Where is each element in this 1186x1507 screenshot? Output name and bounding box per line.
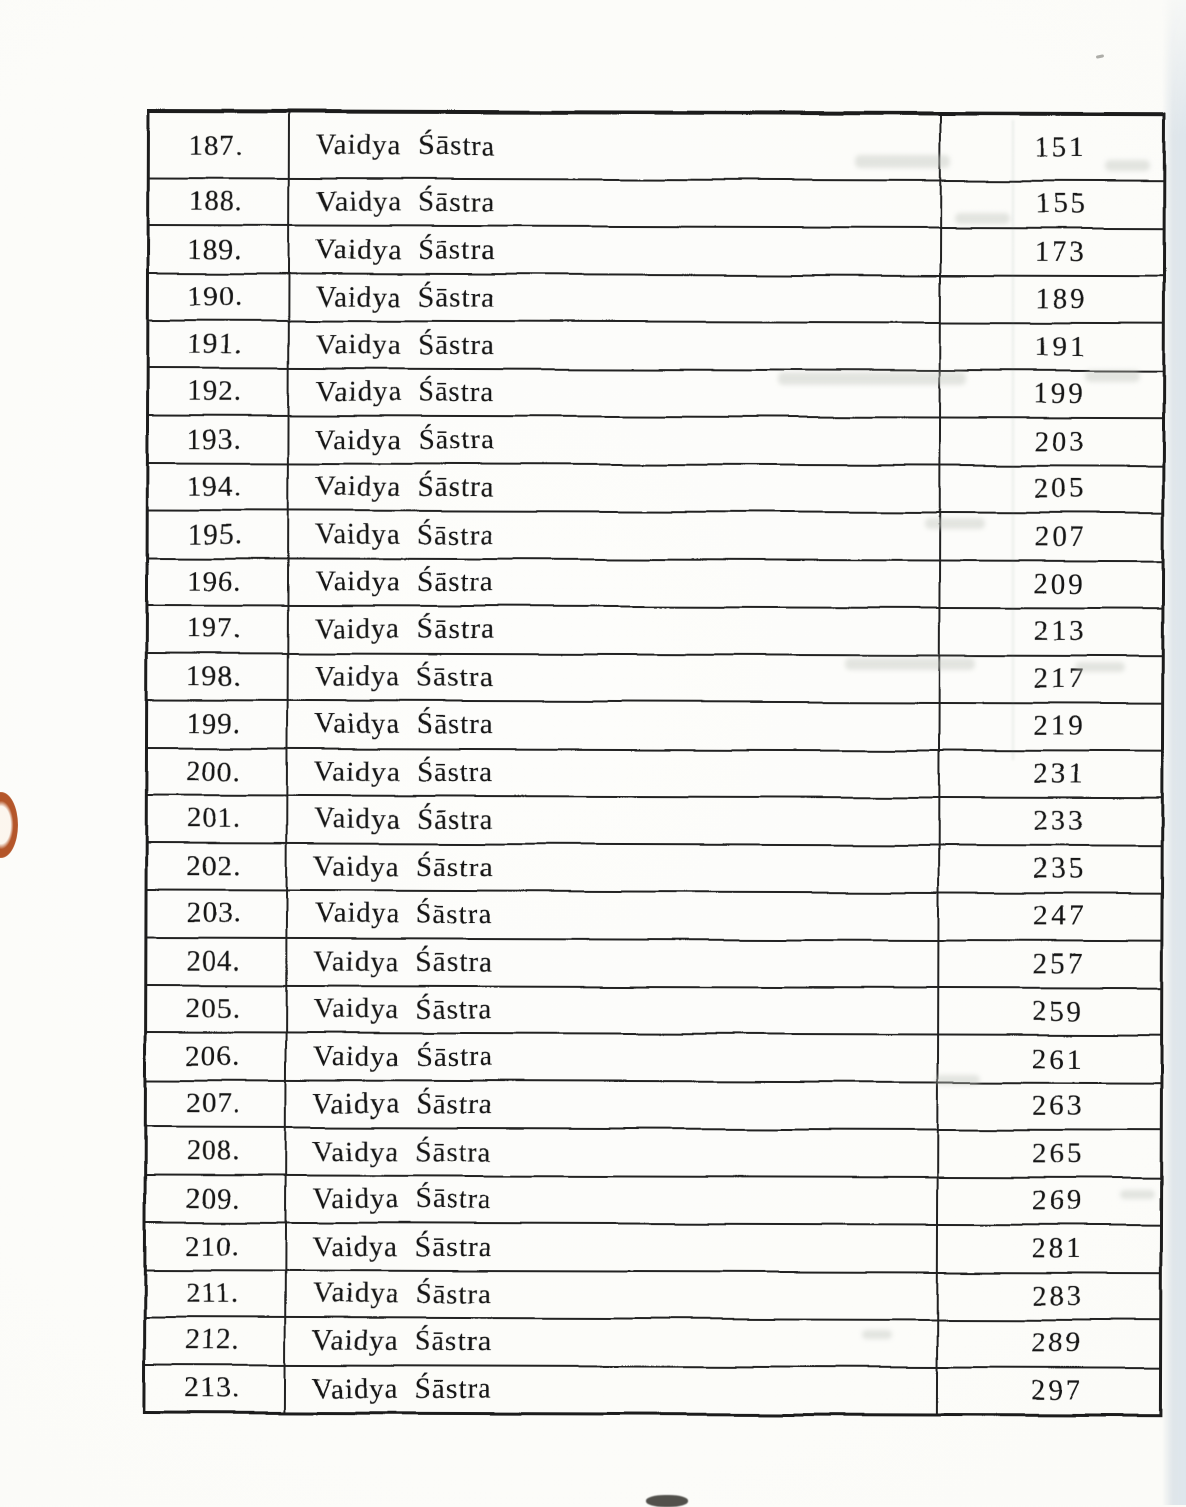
title-cell: Vaidya Śāstra [288,654,940,704]
table-row [149,369,1162,420]
serial-number-cell: 196. [148,559,288,607]
title-cell: Vaidya Śāstra [290,113,942,181]
serial-number-cell: 195. [149,511,289,559]
table-row [148,606,1161,657]
table-row [149,321,1162,372]
table-row [147,1128,1160,1179]
table-row [148,701,1161,752]
scan-smudge-bottom [646,1495,688,1507]
title-cell: Vaidya Śāstra [288,559,940,609]
title-cell: Vaidya Śāstra [288,702,940,752]
table-row [146,1223,1159,1274]
page-number-cell: 205 [941,466,1162,514]
table-row [146,1318,1159,1369]
page-number-cell: 173 [941,229,1162,277]
title-cell: Vaidya Śāstra [289,322,941,372]
title-cell: Vaidya Śāstra [287,1081,939,1131]
table-row [149,274,1162,325]
page-number-cell: 151 [942,115,1163,182]
scan-speck [1096,54,1104,59]
page-number-cell: 259 [939,988,1160,1036]
page-number-cell: 281 [938,1226,1159,1274]
table-row [149,226,1162,277]
index-table-wrapper [143,109,1166,1417]
title-cell: Vaidya Śāstra [287,986,939,1036]
table-row [146,1176,1159,1227]
page-number-cell: 207 [941,514,1162,562]
table-row [148,654,1161,705]
serial-number-cell: 189. [149,226,289,274]
serial-number-cell: 207. [147,1081,287,1129]
serial-number-cell: 205. [147,986,287,1034]
title-cell: Vaidya Śāstra [289,512,941,562]
table-row [147,891,1160,942]
page-number-cell: 235 [940,846,1161,894]
table-row [147,1033,1160,1084]
table-row [148,844,1161,895]
table-row [146,1271,1159,1322]
page-number-cell: 191 [941,324,1162,372]
title-cell: Vaidya Śāstra [289,417,941,467]
title-cell: Vaidya Śāstra [288,797,940,847]
page-number-cell: 219 [940,704,1161,752]
title-cell: Vaidya Śāstra [289,369,941,419]
serial-number-cell: 193. [149,416,289,464]
table-row [146,1366,1159,1415]
title-cell: Vaidya Śāstra [286,1319,938,1369]
table-row [148,796,1161,847]
title-cell: Vaidya Śāstra [289,464,941,514]
page-number-cell: 199 [941,371,1162,419]
page-number-cell: 283 [938,1273,1159,1321]
title-cell: Vaidya Śāstra [286,1366,938,1414]
table-row [150,179,1163,230]
page-number-cell: 247 [939,894,1160,942]
serial-number-cell: 203. [147,891,287,939]
page-number-cell: 213 [940,609,1161,657]
table-row [148,559,1161,610]
page-number-cell: 217 [940,656,1161,704]
page-number-cell: 269 [938,1178,1159,1226]
serial-number-cell: 206. [147,1033,287,1081]
table-row [150,113,1163,182]
title-cell: Vaidya Śāstra [286,1271,938,1321]
table-row [147,939,1160,990]
serial-number-cell: 209. [146,1176,286,1224]
serial-number-cell: 187. [150,113,290,179]
page-number-cell: 297 [1031,1374,1084,1407]
table-row [148,749,1161,800]
serial-number-cell: 211. [146,1271,286,1319]
page-number-cell: 265 [939,1131,1160,1179]
title-cell: Vaidya Śāstra [289,227,941,277]
title-cell: Vaidya Śāstra [289,274,941,324]
title-cell: Vaidya Śāstra [290,179,942,229]
page-number-cell: 233 [940,799,1161,847]
title-cell: Vaidya Śāstra [287,1129,939,1179]
binding-stain [0,792,18,858]
title-cell: Vaidya Śāstra [288,844,940,894]
serial-number-cell: 191. [149,321,289,369]
page-number-cell: 261 [939,1036,1160,1084]
page-number-cell: 189 [941,276,1162,324]
table-row [149,464,1162,515]
page-number-cell: 209 [940,561,1161,609]
title-cell: Vaidya Śāstra [286,1176,938,1226]
serial-number-cell: 188. [150,179,290,227]
page-number-cell: 155 [942,181,1163,229]
page-number-cell: 257 [939,941,1160,989]
serial-number-cell: 192. [149,369,289,417]
page-number-cell: 203 [941,419,1162,467]
title-cell: Vaidya Śāstra [287,939,939,989]
title-cell: Vaidya Śāstra [288,749,940,799]
serial-number-cell: 200. [148,749,288,797]
serial-number-cell: 202. [148,844,288,892]
serial-number-cell: 194. [149,464,289,512]
serial-number-cell: 198. [148,654,288,702]
serial-number-cell: 197. [148,606,288,654]
serial-number-cell: 213. [146,1366,286,1412]
serial-number-cell: 212. [146,1318,286,1366]
table-row [147,1081,1160,1132]
page-number-cell: 231 [940,751,1161,799]
page-number-cell: 263 [939,1083,1160,1131]
table-row [147,986,1160,1037]
serial-number-cell: 190. [149,274,289,322]
page-number-cell: 289 [938,1321,1159,1369]
serial-number-cell: 204. [147,939,287,987]
serial-number-cell: 201. [148,796,288,844]
title-cell: Vaidya Śāstra [288,607,940,657]
table-row [149,416,1162,467]
title-cell: Vaidya Śāstra [287,1034,939,1084]
serial-number-cell: 210. [146,1223,286,1271]
serial-number-cell: 208. [147,1128,287,1176]
title-cell: Vaidya Śāstra [286,1224,938,1274]
table-row [149,511,1162,562]
serial-number-cell: 199. [148,701,288,749]
title-cell: Vaidya Śāstra [287,891,939,941]
index-table [143,109,1166,1417]
